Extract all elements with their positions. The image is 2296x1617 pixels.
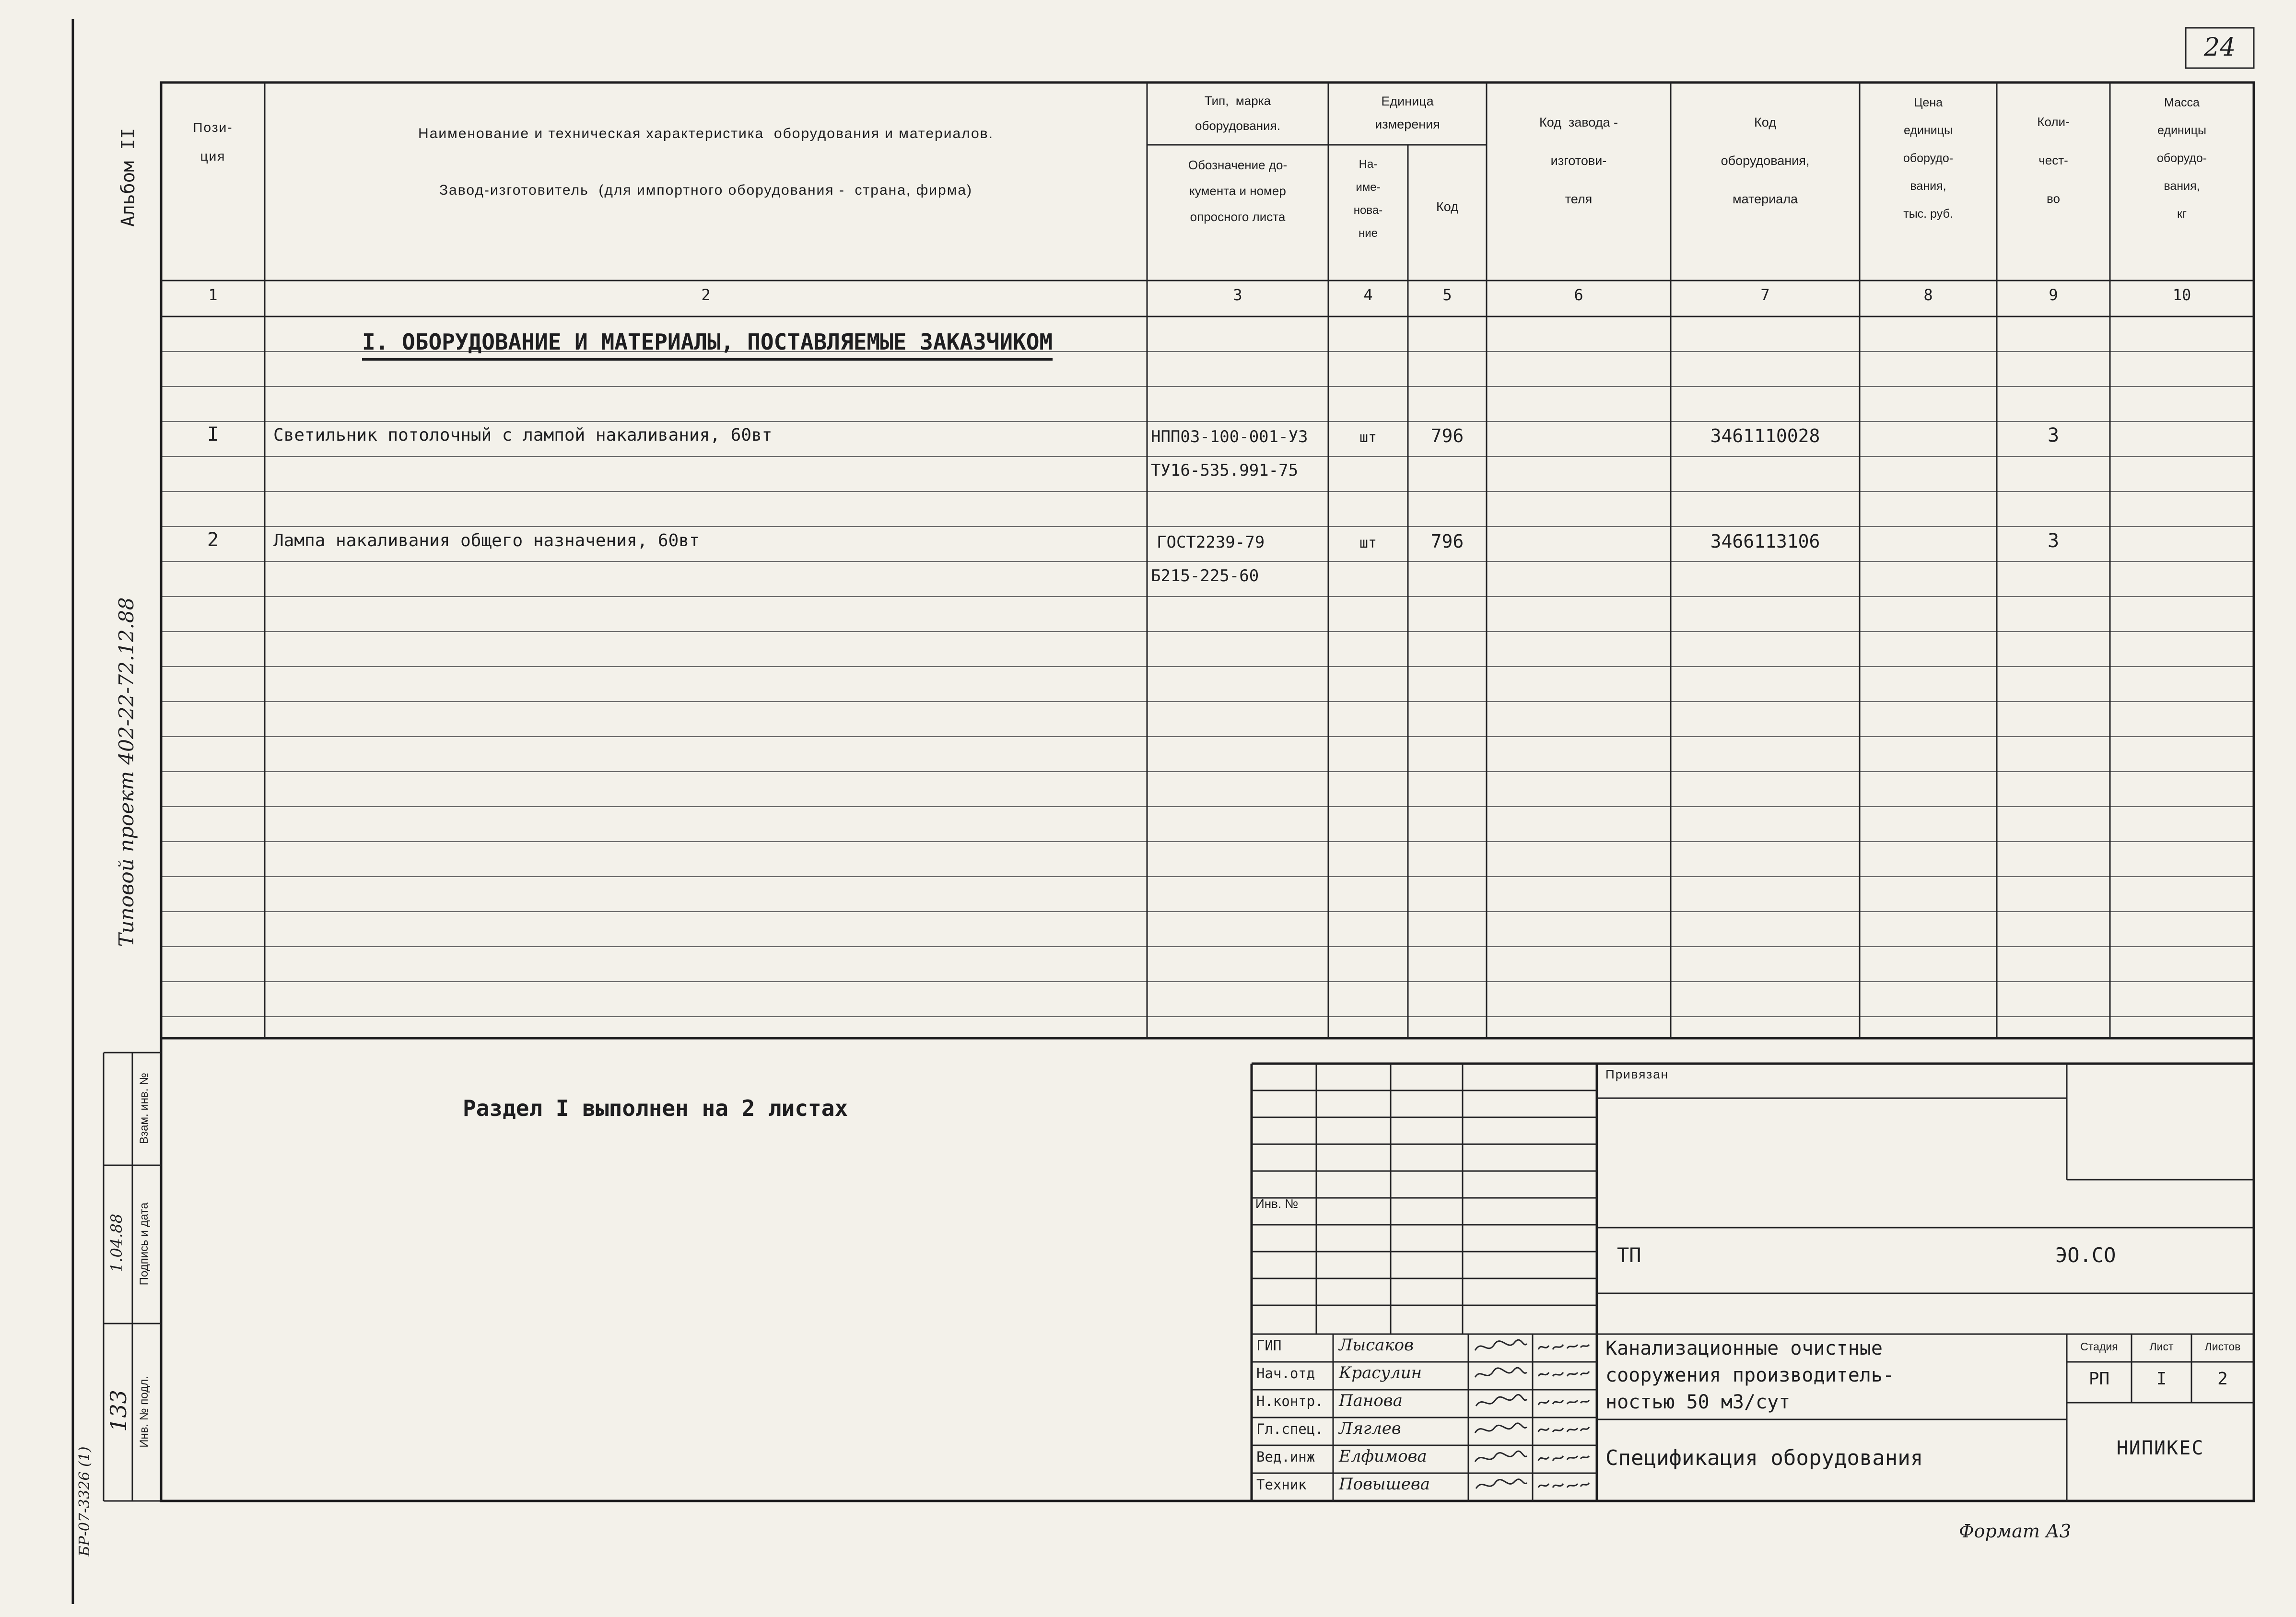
- date-scribble: [1536, 1477, 1592, 1496]
- row-name: Лампа накаливания общего назначения, 60вт: [273, 531, 700, 551]
- vzam-inv-label: Взам. инв. №: [138, 1073, 151, 1144]
- stamp-code-right: ЭО.СО: [2055, 1243, 2116, 1267]
- row-type: ГОСТ2239-79: [1157, 533, 1265, 552]
- col-number: 3: [1233, 286, 1242, 304]
- signature-scribble: [1472, 1365, 1530, 1386]
- section-title: I. ОБОРУДОВАНИЕ И МАТЕРИАЛЫ, ПОСТАВЛЯЕМЫЕ ЗАКАЗЧИКОМ: [362, 330, 1053, 361]
- header-unit-group: Единица: [1381, 94, 1434, 108]
- handwritten-doc-code: БР-07-3326 (1): [76, 1446, 93, 1557]
- row-qty: 3: [2047, 424, 2060, 446]
- row-equip-code: 3466113106: [1710, 531, 1820, 552]
- sig-name: Панова: [1339, 1391, 1403, 1410]
- signature-scribble: [1472, 1420, 1530, 1441]
- row-type-doc: ТУ16-535.991-75: [1151, 461, 1299, 480]
- header-qty: Коли-: [2037, 115, 2070, 129]
- col-number: 9: [2049, 286, 2058, 304]
- project-label: Типовой проект 402-22-72.12.88: [115, 597, 138, 947]
- stage-value: РП: [2088, 1369, 2110, 1389]
- org-name: НИПИКЕС: [2116, 1437, 2204, 1459]
- sig-role: Вед.инж: [1256, 1449, 1315, 1465]
- row-type-doc: Б215-225-60: [1151, 566, 1259, 586]
- date-scribble: [1536, 1421, 1592, 1441]
- header-type: Тип, марка: [1204, 94, 1271, 108]
- row-unit: шт: [1359, 535, 1377, 551]
- scanned-specification-sheet: 24 Формат А3 Альбом II Типовой проект 402-22-72.12.88 Взам. инв. № Подпись и дата Инв. № подл. 1.04.88 133 БР-07-3326 (1) Пози- ция Наименование и техническая характеристика оборудования и материалов. Завод-изготовитель (для импортного оборудования - страна, фирма) Тип, марка оборудования. Обозначение до- кумента и номер опросного листа Единица измерения На- име- нова- ние Код Код завода - изготови- теля Код оборудования, материала Цена единицы оборудо- вания, тыс. руб. Коли- чест- во Масса единицы оборудо- вания, кг 1 2 3 4 5 6 7 8 9 10 I. ОБОРУДОВАНИЕ И МАТЕРИАЛЫ, ПОСТАВЛЯЕМЫЕ ЗАКАЗЧИКОМ I Светильник потолочный с лампой накаливания, 60вт НПП03-100-001-У3 ТУ16-535.991-75 шт 796 3461110028 3 2 Лампа накаливания общего назначения, 60вт ГОСТ2239-79 Б215-225-60 шт 796 3466113106 3 Раздел I выполнен на 2 листах Привязан Инв. № ТП ЭО.СО ГИП Лысаков Нач.отд Красулин Н.контр. Панова Гл.спец. Ляглев Вед.инж Елфимова Техник Повышева Канализационные очистные сооружения производитель- ностью 50 м3/сут Спецификация оборудования Стадия Лист Листов РП I 2 НИПИКЕС: [0, 0, 2296, 1617]
- signature-scribble: [1472, 1337, 1530, 1358]
- header-unit-code: Код: [1436, 199, 1458, 214]
- header-name: Наименование и техническая характеристика оборудования и материалов.: [418, 126, 994, 141]
- header-factory-code: Код завода -: [1539, 115, 1618, 129]
- sheets-value: 2: [2217, 1369, 2228, 1389]
- row-unit-code: 796: [1430, 531, 1464, 552]
- format-note: Формат А3: [1959, 1521, 2071, 1542]
- col-number: 1: [208, 286, 218, 304]
- col-number: 5: [1442, 286, 1452, 304]
- sheet-label: Лист: [2149, 1340, 2174, 1353]
- row-unit-code: 796: [1430, 425, 1464, 446]
- signature-scribble: [1472, 1393, 1530, 1414]
- sig-name: Красулин: [1339, 1363, 1422, 1383]
- privyazan-label: Привязан: [1605, 1067, 1669, 1081]
- sheet-value: I: [2156, 1369, 2167, 1389]
- col-number: 6: [1574, 286, 1583, 304]
- inv-podl-label: Инв. № подл.: [138, 1376, 151, 1448]
- sig-role: Гл.спец.: [1256, 1421, 1324, 1437]
- col-number: 10: [2172, 286, 2191, 304]
- sig-role: Техник: [1256, 1476, 1307, 1493]
- sheets-label: Листов: [2204, 1340, 2241, 1353]
- row-pos: I: [207, 423, 219, 445]
- sig-name: Ляглев: [1339, 1419, 1401, 1438]
- stamp-code-left: ТП: [1617, 1243, 1641, 1267]
- signature-scribble: [1472, 1476, 1530, 1497]
- section-note: Раздел I выполнен на 2 листах: [463, 1095, 848, 1121]
- col-number: 8: [1923, 286, 1933, 304]
- page-number: 24: [2203, 33, 2236, 62]
- col-number: 4: [1363, 286, 1373, 304]
- sig-name: Повышева: [1339, 1475, 1430, 1494]
- handwritten-date: 1.04.88: [107, 1213, 126, 1273]
- sig-role: Н.контр.: [1256, 1393, 1324, 1409]
- header-mass: Масса: [2164, 96, 2200, 109]
- signature-scribble: [1472, 1448, 1530, 1469]
- row-name: Светильник потолочный с лампой накаливания, 60вт: [273, 425, 773, 445]
- podpis-data-label: Подпись и дата: [138, 1202, 151, 1286]
- sig-name: Лысаков: [1339, 1336, 1414, 1355]
- header-equip-code: Код: [1754, 115, 1776, 129]
- row-equip-code: 3461110028: [1710, 425, 1820, 446]
- sig-role: ГИП: [1256, 1337, 1282, 1354]
- sig-name: Елфимова: [1339, 1447, 1427, 1466]
- header-price: Цена: [1913, 96, 1943, 109]
- row-qty: 3: [2047, 530, 2060, 552]
- header-unit-name: На-: [1359, 158, 1378, 171]
- album-label: Альбом II: [117, 128, 139, 227]
- stamp-inv-label: Инв. №: [1255, 1196, 1299, 1211]
- date-scribble: [1536, 1338, 1592, 1357]
- sig-role: Нач.отд: [1256, 1365, 1315, 1382]
- header-pos: Пози-: [193, 120, 233, 135]
- col-number: 2: [701, 286, 711, 304]
- date-scribble: [1536, 1394, 1592, 1413]
- row-type: НПП03-100-001-У3: [1151, 427, 1308, 446]
- date-scribble: [1536, 1449, 1592, 1468]
- col-number: 7: [1760, 286, 1770, 304]
- handwritten-inventory-number: 133: [105, 1390, 131, 1432]
- doc-name: Спецификация оборудования: [1605, 1446, 1923, 1470]
- date-scribble: [1536, 1366, 1592, 1385]
- object-title: Канализационные очистные: [1605, 1337, 1883, 1359]
- row-unit: шт: [1359, 429, 1377, 446]
- stage-label: Стадия: [2080, 1340, 2118, 1353]
- row-pos: 2: [207, 529, 219, 551]
